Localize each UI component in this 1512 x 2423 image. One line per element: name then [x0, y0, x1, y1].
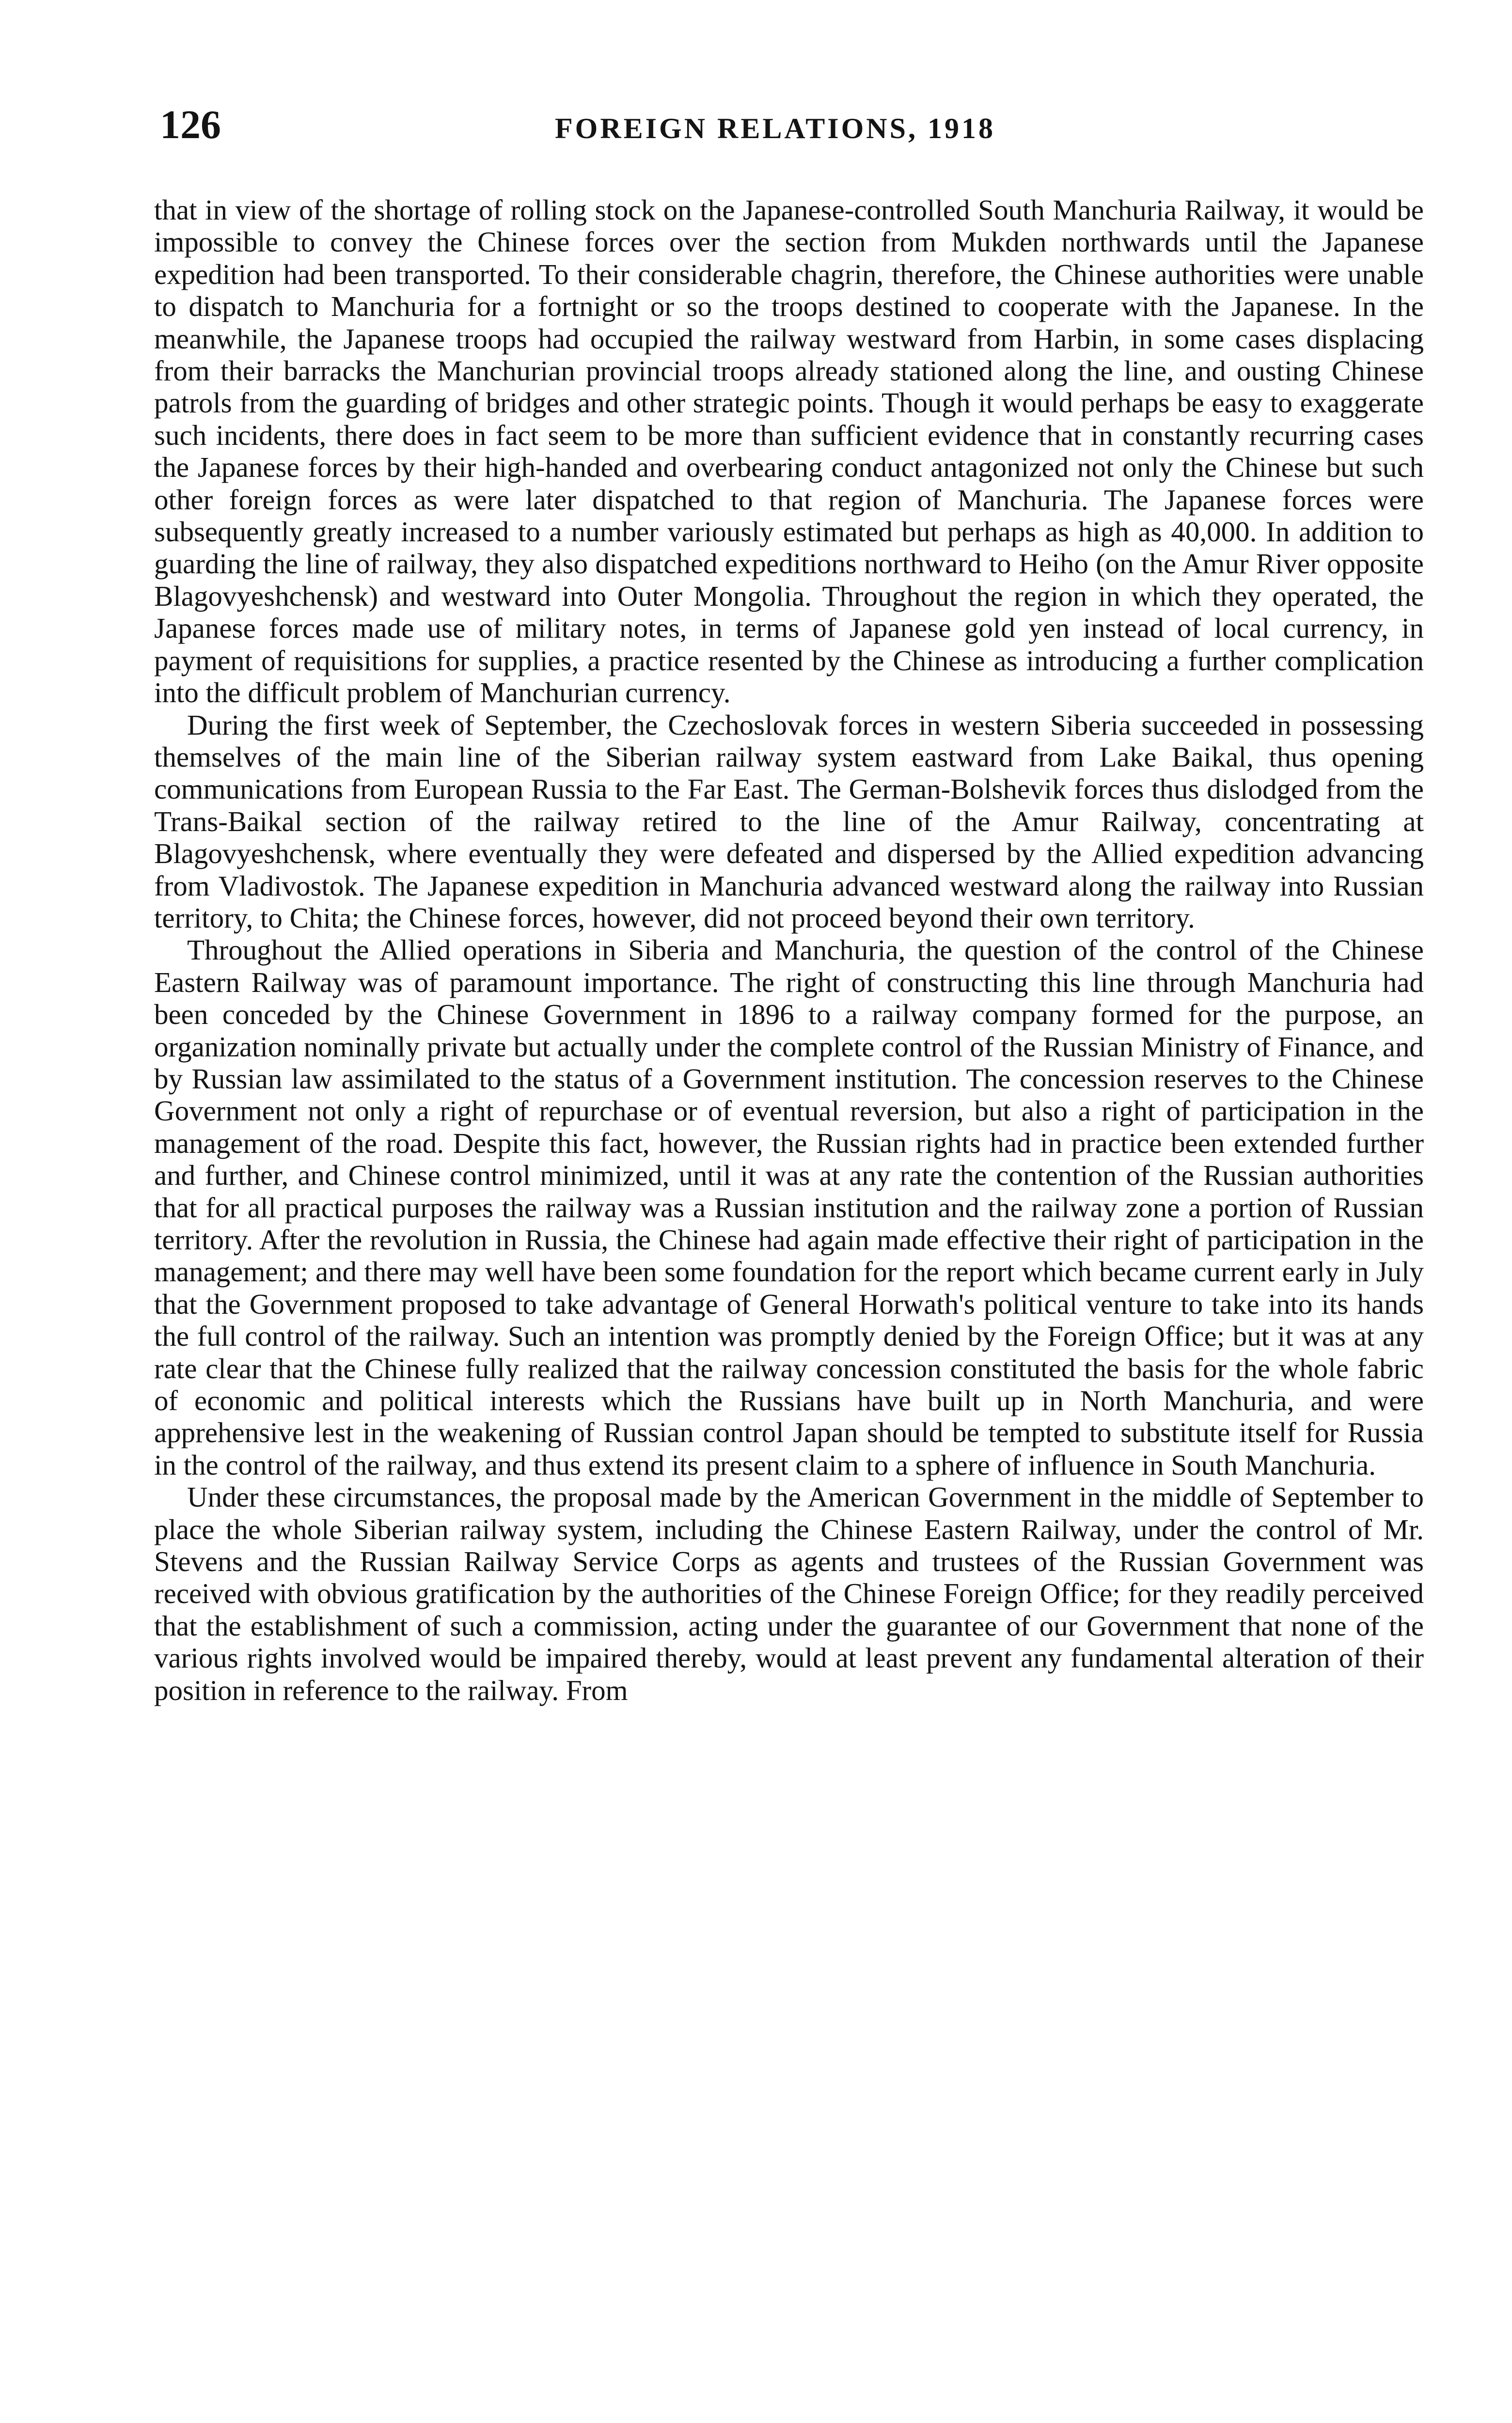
- paragraph-chinese-eastern-railway: Throughout the Allied operations in Siberia and Manchuria, the question of the control of the Chinese Eastern Railway was of paramount importance. The right of constructing this line through Manchuria had been conceded by the Chinese Government in 1896 to a railway company formed for the purpose, an organization nominally private but actually under the complete control of the Russian Ministry of Finance, and by Russian law assimilated to the status of a Government institution. The concession reserves to the Chinese Government not only a right of repurchase or of eventual reversion, but also a right of participation in the management of the road. Despite this fact, however, the Russian rights had in practice been extended further and further, and Chinese control minimized, until it was at any rate the contention of the Russian authorities that for all practical purposes the railway was a Russian institution and the railway zone a portion of Russian territory. After the revolution in Russia, the Chinese had again made effective their right of participation in the management; and there may well have been some foundation for the report which became current early in July that the Government proposed to take advantage of General Horwath's political venture to take into its hands the full control of the railway. Such an intention was promptly denied by the Foreign Office; but it was at any rate clear that the Chinese fully realized that the railway concession constituted the basis for the whole fabric of economic and political interests which the Russians have built up in North Manchuria, and were apprehensive lest in the weakening of Russian control Japan should be tempted to substitute itself for Russia in the control of the railway, and thus extend its present claim to a sphere of influence in South Manchuria.: [154, 934, 1424, 1481]
- paragraph-rolling-stock: that in view of the shortage of rolling stock on the Japanese-controlled South Manchuria Railway, it would be impossible to convey the Chinese forces over the section from Mukden northwards until the Japanese expedition had been transported. To their considerable chagrin, therefore, the Chinese authorities were unable to dispatch to Manchuria for a fortnight or so the troops destined to cooperate with the Japanese. In the meanwhile, the Japanese troops had occupied the railway westward from Harbin, in some cases displacing from their barracks the Manchurian provincial troops already stationed along the line, and ousting Chinese patrols from the guarding of bridges and other strategic points. Though it would perhaps be easy to exaggerate such incidents, there does in fact seem to be more than sufficient evidence that in constantly recurring cases the Japanese forces by their high-handed and overbearing conduct antagonized not only the Chinese but such other foreign forces as were later dispatched to that region of Manchuria. The Japanese forces were subsequently greatly increased to a number variously estimated but perhaps as high as 40,000. In addition to guarding the line of railway, they also dispatched expeditions northward to Heiho (on the Amur River opposite Blagovyeshchensk) and westward into Outer Mongolia. Throughout the region in which they operated, the Japanese forces made use of military notes, in terms of Japanese gold yen instead of local currency, in payment of requisitions for supplies, a practice resented by the Chinese as introducing a further complication into the difficult problem of Manchurian currency.: [154, 194, 1424, 709]
- page-number: 126: [160, 102, 221, 147]
- paragraph-czechoslovak-forces: During the first week of September, the Czechoslovak forces in western Siberia succeeded in possessing themselves of the main line of the Siberian railway system eastward from Lake Baikal, thus opening communications from European Russia to the Far East. The German-Bolshevik forces thus dislodged from the Trans-Baikal section of the railway retired to the line of the Amur Railway, concentrating at Blagovyeshchensk, where eventually they were defeated and dispersed by the Allied expedition advancing from Vladivostok. The Japanese expedition in Manchuria advanced westward along the railway into Russian territory, to Chita; the Chinese forces, however, did not proceed beyond their own territory.: [154, 708, 1424, 934]
- body-text: [154, 194, 1424, 1706]
- running-title: FOREIGN RELATIONS, 1918: [555, 112, 996, 144]
- paragraph-american-proposal: Under these circumstances, the proposal made by the American Government in the middle of September to place the whole Siberian railway system, including the Chinese Eastern Railway, under the control of Mr. Stevens and the Russian Railway Service Corps as agents and trustees of the Russian Government was received with obvious gratification by the authorities of the Chinese Foreign Office; for they readily perceived that the establishment of such a commission, acting under the guarantee of our Government that none of the various rights involved would be impaired thereby, would at least prevent any fundamental alteration of their position in reference to the railway. From: [154, 1481, 1424, 1706]
- running-head: [160, 101, 1420, 154]
